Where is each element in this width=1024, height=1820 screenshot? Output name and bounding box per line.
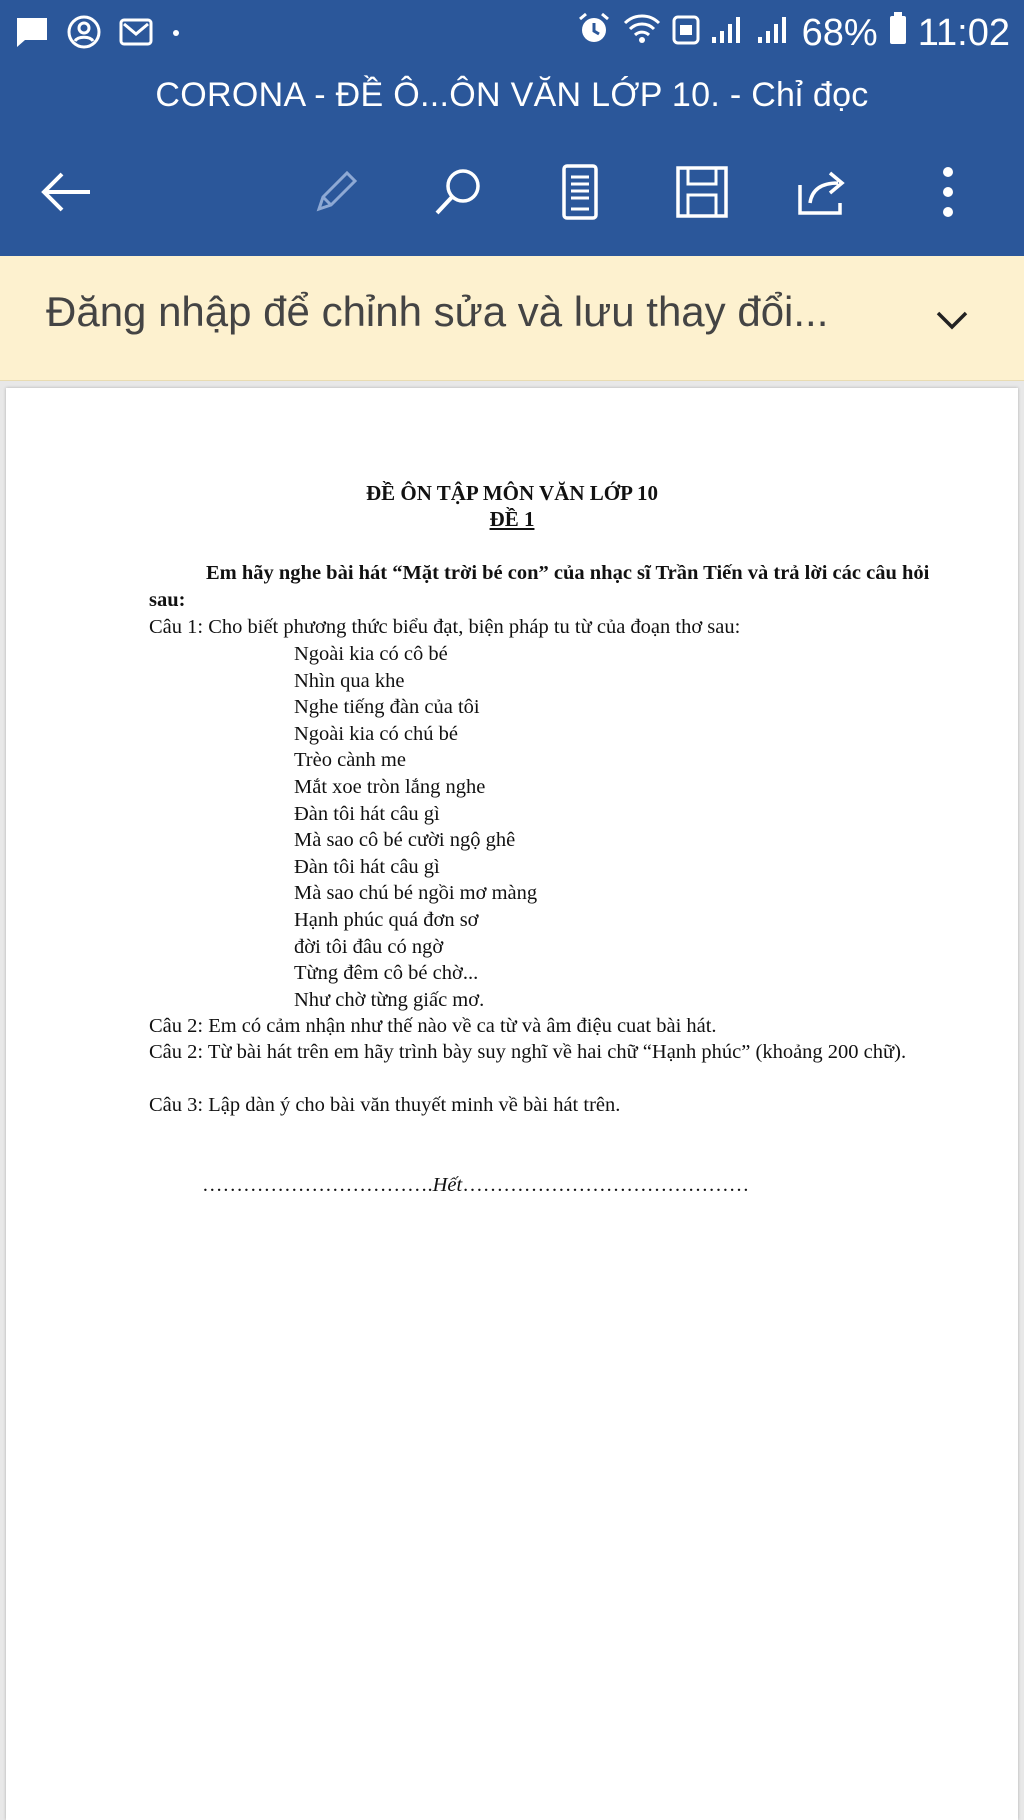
share-icon <box>796 167 852 217</box>
save-button[interactable] <box>660 150 744 234</box>
battery-percent: 68% <box>801 11 878 54</box>
hd-icon <box>672 12 700 55</box>
share-button[interactable] <box>782 150 866 234</box>
end-marker <box>202 1172 749 1199</box>
sign-in-banner-text[interactable]: Đăng nhập để chỉnh sửa và lưu thay đổi... <box>46 288 829 335</box>
poem <box>294 641 537 1013</box>
end-dots-right: …………………………………… <box>462 1174 750 1196</box>
poem-line: Nhìn qua khe <box>294 669 405 692</box>
document-page[interactable] <box>6 388 1018 1820</box>
doc-subheading: ĐỀ 1 <box>489 507 535 531</box>
poem-line: Mà sao chú bé ngồi mơ màng <box>294 882 538 905</box>
poem-line: Như chờ từng giấc mơ. <box>294 988 485 1011</box>
message-icon <box>14 15 50 54</box>
poem-line: Trèo cành me <box>294 749 406 772</box>
search-button[interactable] <box>416 150 500 234</box>
poem-line: Từng đêm cô bé chờ... <box>294 962 479 985</box>
question-2b: Câu 2: Từ bài hát trên em hãy trình bày suy nghĩ về hai chữ “Hạnh phúc” (khoảng 200 chữ). <box>149 1041 907 1063</box>
clock: 11:02 <box>917 11 1010 54</box>
more-options-button[interactable] <box>906 150 990 234</box>
end-word: Hết <box>432 1174 463 1196</box>
app-bar <box>0 0 1024 256</box>
poem-line: đời tôi đâu có ngờ <box>294 935 444 958</box>
wifi-icon <box>622 11 662 55</box>
poem-line: Ngoài kia có cô bé <box>294 643 448 665</box>
edit-button[interactable] <box>294 150 378 234</box>
poem-line: Mắt xoe tròn lắng nghe <box>294 775 486 798</box>
doc-heading: ĐỀ ÔN TẬP MÔN VĂN LỚP 10 <box>365 481 659 505</box>
poem-line: Nghe tiếng đàn của tôi <box>294 696 480 719</box>
end-dots-left: ……………………………. <box>202 1174 433 1196</box>
sign-in-banner[interactable] <box>0 256 1024 381</box>
more-options-icon <box>941 166 955 218</box>
expand-banner-button[interactable] <box>930 298 974 342</box>
poem-line: Đàn tôi hát câu gì <box>294 802 440 825</box>
save-icon <box>675 165 729 219</box>
alarm-icon <box>576 10 612 56</box>
back-button[interactable] <box>24 150 108 234</box>
toolbar <box>0 150 1024 234</box>
poem-line: Đàn tôi hát câu gì <box>294 855 440 878</box>
reading-view-icon <box>560 163 600 221</box>
edit-pencil-icon <box>309 165 363 219</box>
question-3: Câu 3: Lập dàn ý cho bài văn thuyết minh về bài hát trên. <box>149 1094 621 1116</box>
chevron-down-icon <box>930 298 974 342</box>
account-icon <box>66 14 102 55</box>
poem-line: Hạnh phúc quá đơn sơ <box>294 908 479 931</box>
mail-icon <box>118 17 154 52</box>
signal-icon <box>756 12 792 55</box>
dot-icon <box>170 26 182 44</box>
poem-line: Ngoài kia có chú bé <box>294 722 458 745</box>
reading-view-button[interactable] <box>538 150 622 234</box>
signal-icon <box>710 12 746 55</box>
question-2a: Câu 2: Em có cảm nhận như thế nào về ca từ và âm điệu cuat bài hát. <box>149 1015 717 1037</box>
doc-intro: Em hãy nghe bài hát “Mặt trời bé con” của nhạc sĩ Trần Tiến và trả lời các câu hỏi sau: <box>149 562 930 611</box>
search-icon <box>431 165 485 219</box>
back-arrow-icon <box>38 170 94 214</box>
question-1: Câu 1: Cho biết phương thức biểu đạt, biện pháp tu từ của đoạn thơ sau: <box>149 616 741 638</box>
status-bar <box>0 0 1024 72</box>
poem-line: Mà sao cô bé cười ngộ ghê <box>294 829 516 852</box>
battery-icon <box>888 11 908 55</box>
document-title: CORONA - ĐỀ Ô...ÔN VĂN LỚP 10. - Chỉ đọc <box>155 76 869 114</box>
